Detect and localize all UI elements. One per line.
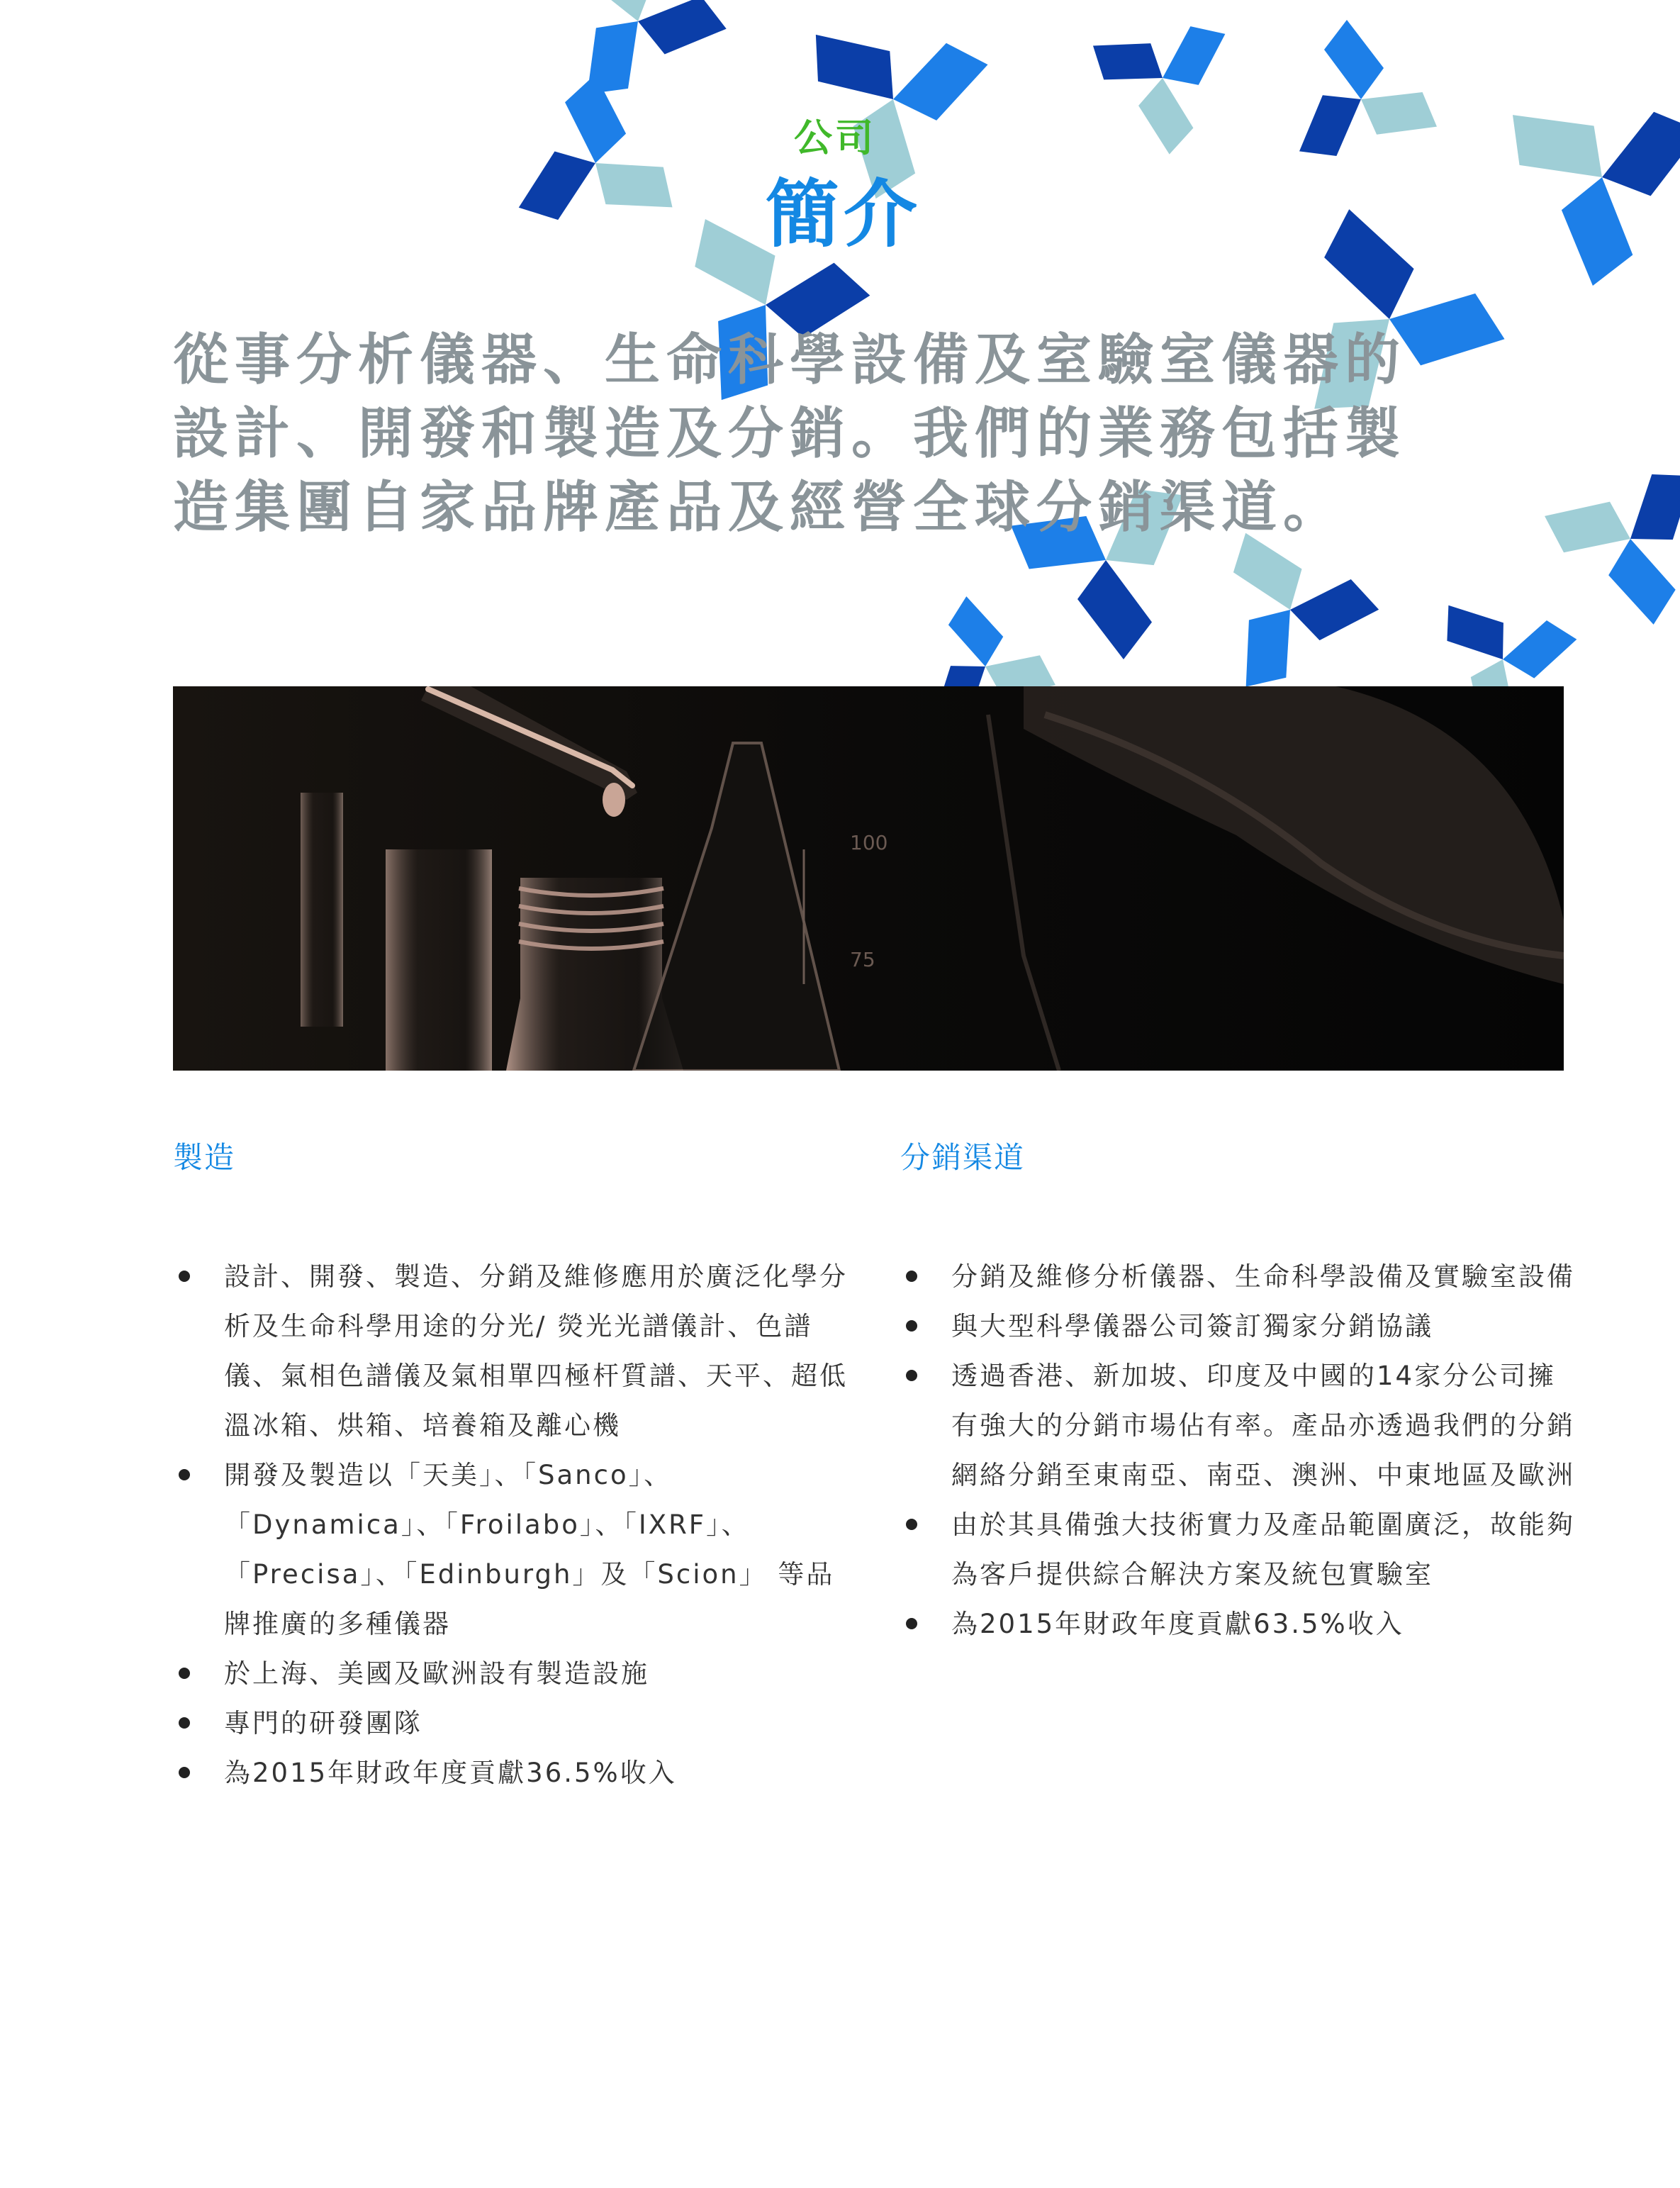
list-item-text: 於上海、美國及歐洲設有製造設施: [224, 1658, 649, 1689]
bullet-icon: [179, 1668, 190, 1679]
intro-line: 從事分析儀器、生命科學設備及室驗室儀器的: [173, 328, 1407, 392]
distribution-list: [900, 1252, 1581, 1649]
list-item: [900, 1302, 1581, 1351]
manufacturing-list: [173, 1252, 853, 1798]
list-item-text: 為2015年財政年度貢獻36.5%收入: [224, 1758, 677, 1788]
pinwheel-shape: [1069, 0, 1266, 182]
bullet-icon: [906, 1370, 917, 1381]
distribution-section: [900, 1134, 1581, 1649]
bullet-icon: [906, 1519, 917, 1530]
list-item-text: 與大型科學儀器公司簽訂獨家分銷協議: [951, 1311, 1433, 1341]
manufacturing-section: [173, 1134, 853, 1798]
list-item-text: 透過香港、新加坡、印度及中國的14家分公司擁有強大的分銷市場佔有率。產品亦透過我們的分銷網絡分銷至東南亞、南亞、澳洲、中東地區及歐洲: [951, 1361, 1575, 1490]
bullet-icon: [179, 1717, 190, 1729]
list-item: [900, 1351, 1581, 1500]
pinwheel-shape: [1481, 45, 1680, 316]
list-item: [900, 1500, 1581, 1600]
pinwheel-shape: [1255, 0, 1469, 215]
section-title: 簡介: [766, 171, 922, 257]
manufacturing-heading: 製造: [173, 1140, 236, 1175]
section-title-small: 公司: [794, 116, 876, 160]
bullet-icon: [179, 1469, 190, 1480]
intro-line: 設計、開發和製造及分銷。我們的業務包括製: [173, 402, 1407, 466]
list-item-text: 設計、開發、製造、分銷及維修應用於廣泛化學分析及生命科學用途的分光/ 熒光光譜儀計、色譜儀、氣相色譜儀及氣相單四極杆質譜、天平、超低溫冰箱、烘箱、培養箱及離心機: [224, 1261, 848, 1441]
pinwheel-shape: [474, 45, 719, 292]
list-item-text: 由於其具備強大技術實力及產品範圍廣泛，故能夠為客戶提供綜合解決方案及統包實驗室: [951, 1509, 1575, 1590]
pinwheel-shape: [894, 574, 1081, 688]
list-item-text: 為2015年財政年度貢獻63.5%收入: [951, 1609, 1404, 1639]
list-item: [900, 1252, 1581, 1302]
list-item: [173, 1699, 853, 1748]
distribution-heading: 分銷渠道: [900, 1140, 1026, 1175]
pinwheel-shape: [1516, 417, 1680, 663]
bullet-icon: [179, 1767, 190, 1778]
bullet-icon: [906, 1618, 917, 1629]
list-item-text: 分銷及維修分析儀器、生命科學設備及實驗室設備: [951, 1261, 1575, 1292]
beaker-mark: 100: [850, 831, 888, 854]
bullet-icon: [906, 1271, 917, 1282]
beaker-mark: 75: [850, 948, 875, 971]
list-item: [173, 1748, 853, 1798]
laboratory-photo: [173, 686, 1564, 1071]
list-item: [173, 1649, 853, 1699]
intro-line: 造集團自家品牌產品及經營全球分銷渠道。: [173, 476, 1345, 540]
list-item: [173, 1451, 853, 1649]
bullet-icon: [906, 1320, 917, 1332]
list-item-text: 開發及製造以「天美」、「Sanco」、「Dynamica」、「Froilabo」、「IXRF」、「Precisa」、「Edinburgh」及「Scion」 等品牌推廣的多種儀器: [224, 1460, 835, 1639]
intro-paragraph: [173, 323, 1407, 545]
list-item: [173, 1252, 853, 1451]
list-item: [900, 1600, 1581, 1649]
pinwheel-shape: [537, 0, 746, 137]
bullet-icon: [179, 1271, 190, 1282]
list-item-text: 專門的研發團隊: [224, 1708, 422, 1738]
pinwheel-shape: [1428, 577, 1585, 688]
